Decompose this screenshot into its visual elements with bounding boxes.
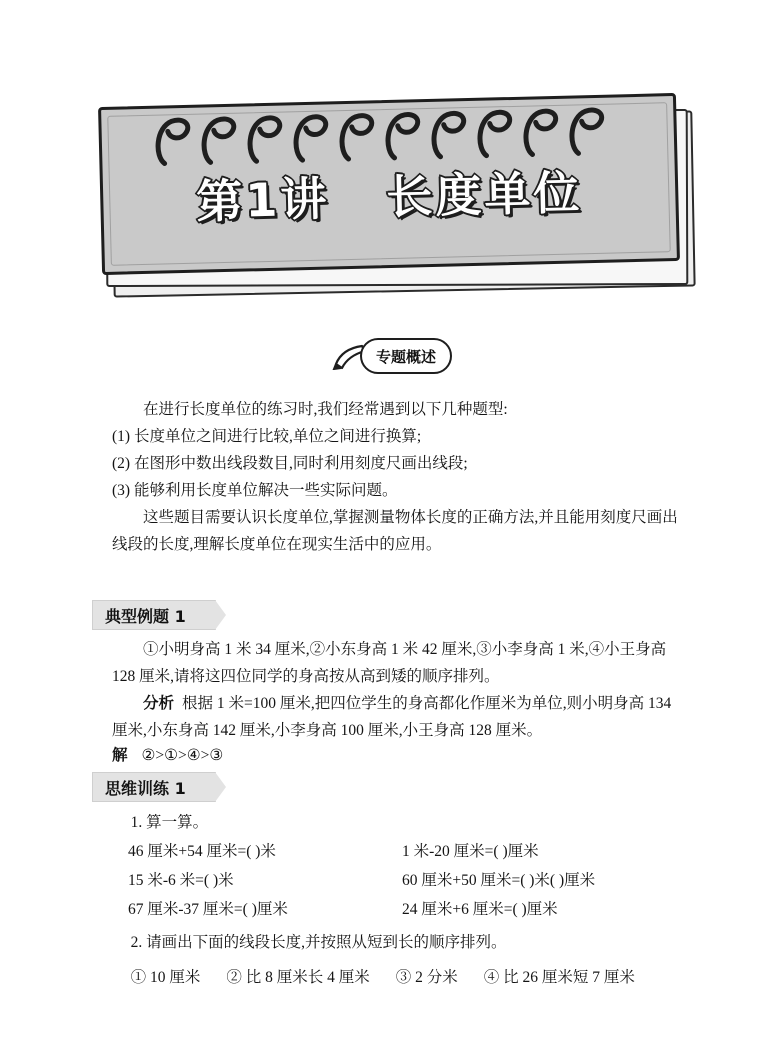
intro-line-1: 在进行长度单位的练习时,我们经常遇到以下几种题型: bbox=[143, 401, 508, 418]
example-analysis bbox=[112, 690, 678, 744]
example-analysis-text: 根据 1 米=100 厘米,把四位学生的身高都化作厘米为单位,则小明身高 134 厘米,小东身高 142 厘米,小李身高 100 厘米,小王身高 128 厘米。 bbox=[112, 695, 672, 739]
calc-item: 1 米-20 厘米=( )厘米 bbox=[402, 843, 539, 860]
chapter-banner bbox=[0, 92, 781, 322]
intro-line-2: (1) 长度单位之间进行比较,单位之间进行换算; bbox=[112, 428, 422, 445]
topic-overview-tag bbox=[332, 338, 452, 376]
training-q1-title: 1. 算一算。 bbox=[130, 814, 209, 831]
training-q2-title: 2. 请画出下面的线段长度,并按照从短到长的顺序排列。 bbox=[130, 934, 507, 951]
example-solution-text: ②>①>④>③ bbox=[141, 747, 224, 764]
spiral-binding-icon bbox=[149, 100, 630, 172]
calc-row bbox=[112, 837, 712, 866]
calc-item: 15 米-6 米=( )米 bbox=[128, 872, 234, 889]
option-item: ① 10 厘米 bbox=[130, 969, 201, 986]
example-heading: 典型例题 1 bbox=[92, 600, 216, 630]
option-item: ② 比 8 厘米长 4 厘米 bbox=[226, 969, 370, 986]
calc-item: 24 厘米+6 厘米=( )厘米 bbox=[402, 901, 558, 918]
intro-summary: 这些题目需要认识长度单位,掌握测量物体长度的正确方法,并且能用刻度尺画出线段的长度,理解长度单位在现实生活中的应用。 bbox=[112, 509, 678, 553]
option-item: ④ 比 26 厘米短 7 厘米 bbox=[483, 969, 635, 986]
topic-overview-label: 专题概述 bbox=[360, 338, 452, 374]
intro-section bbox=[112, 396, 678, 558]
calc-row bbox=[112, 895, 712, 924]
option-item: ③ 2 分米 bbox=[395, 969, 458, 986]
calc-item: 67 厘米-37 厘米=( )厘米 bbox=[128, 901, 288, 918]
intro-line-4: (3) 能够利用长度单位解决一些实际问题。 bbox=[112, 482, 398, 499]
calc-item: 46 厘米+54 厘米=( )米 bbox=[128, 843, 276, 860]
training-q2-options bbox=[112, 963, 712, 992]
example-question: ①小明身高 1 米 34 厘米,②小东身高 1 米 42 厘米,③小李身高 1 米,④小王身高 128 厘米,请将这四位同学的身高按从高到矮的顺序排列。 bbox=[112, 641, 667, 685]
intro-line-3: (2) 在图形中数出线段数目,同时利用刻度尺画出线段; bbox=[112, 455, 468, 472]
calc-item: 60 厘米+50 厘米=( )米( )厘米 bbox=[402, 872, 596, 889]
example-analysis-label: 分析 bbox=[143, 694, 175, 712]
example-solution bbox=[112, 742, 678, 769]
example-body bbox=[112, 636, 678, 744]
calc-row bbox=[112, 866, 712, 895]
training-body bbox=[112, 808, 712, 992]
example-solution-label: 解 bbox=[112, 746, 128, 764]
training-heading: 思维训练 1 bbox=[92, 772, 216, 802]
chapter-title: 第1讲 长度单位 bbox=[195, 165, 583, 229]
